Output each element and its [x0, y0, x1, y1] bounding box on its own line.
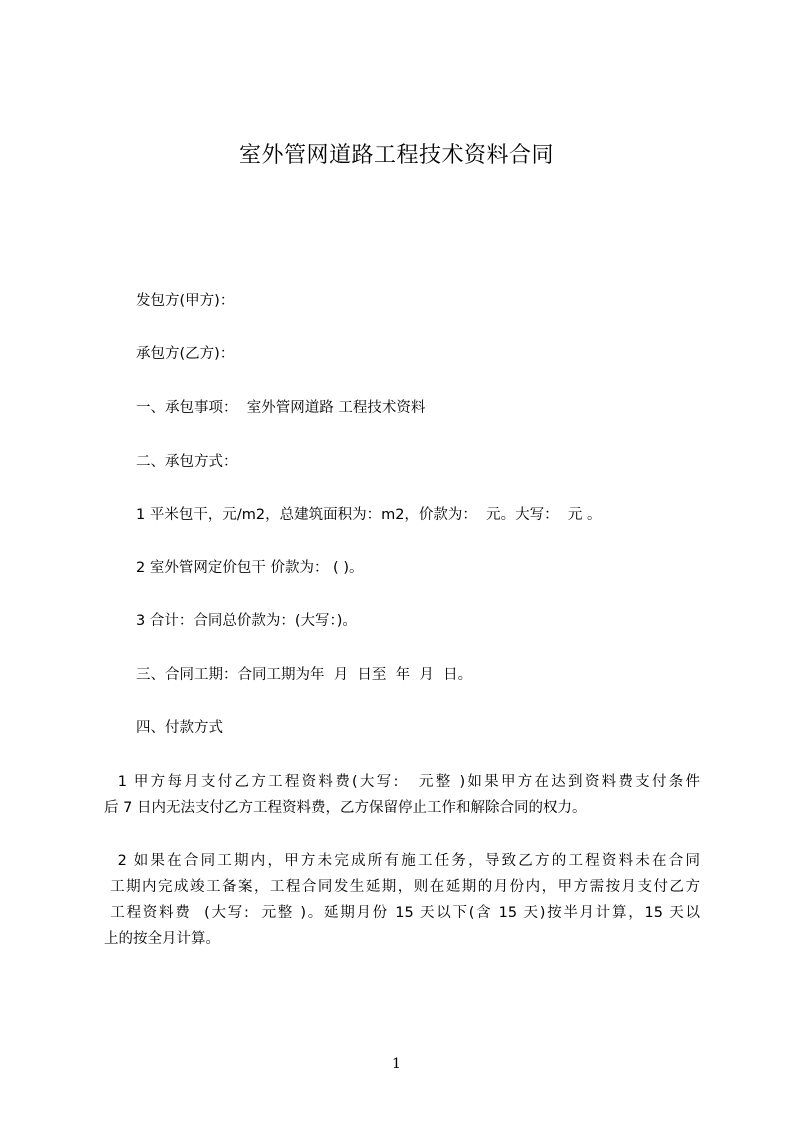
page-number: 1 — [392, 1056, 401, 1072]
item-fixed-price: 2 室外管网定价包干 价款为： ( )。 — [136, 560, 364, 576]
document-title: 室外管网道路工程技术资料合同 — [238, 143, 554, 168]
payment-clause-1-line: 后 7 日内无法支付乙方工程资料费，乙方保留停止工作和解除合同的权力。 — [104, 800, 587, 816]
section-contract-period: 三、合同工期：合同工期为年 月 日至 年 月 日。 — [136, 667, 473, 683]
section-contract-method: 二、承包方式： — [136, 454, 238, 470]
item-per-square-meter: 1 平米包干，元/m2，总建筑面积为：m2，价款为： 元。大写： 元 。 — [136, 507, 602, 523]
payment-clause-2-line: 2 如果在合同工期内，甲方未完成所有施工任务，导致乙方的工程资料未在合同 — [104, 853, 700, 869]
payment-clause-2-line: 上的按全月计算。 — [104, 931, 220, 947]
item-total-price: 3 合计：合同总价款为：(大写：)。 — [136, 613, 357, 629]
section-contract-scope: 一、承包事项： 室外管网道路 工程技术资料 — [136, 400, 426, 416]
payment-clause-2-line: 工程资料费 (大写: 元整 )。延期月份 15 天以下(含 15 天)按半月计算，15 天以 — [104, 905, 700, 921]
payment-clause-1-line: 1 甲方每月支付乙方工程资料费(大写: 元整 )如果甲方在达到资料费支付条件 — [104, 774, 700, 790]
payment-clause-2 — [104, 848, 700, 952]
payment-clause-1 — [104, 769, 700, 821]
party-b-label: 承包方(乙方)： — [136, 346, 235, 362]
party-a-label: 发包方(甲方)： — [136, 293, 235, 309]
section-payment-method: 四、付款方式 — [136, 720, 223, 736]
payment-clause-2-line: 工期内完成竣工备案，工程合同发生延期，则在延期的月份内，甲方需按月支付乙方 — [104, 879, 700, 895]
